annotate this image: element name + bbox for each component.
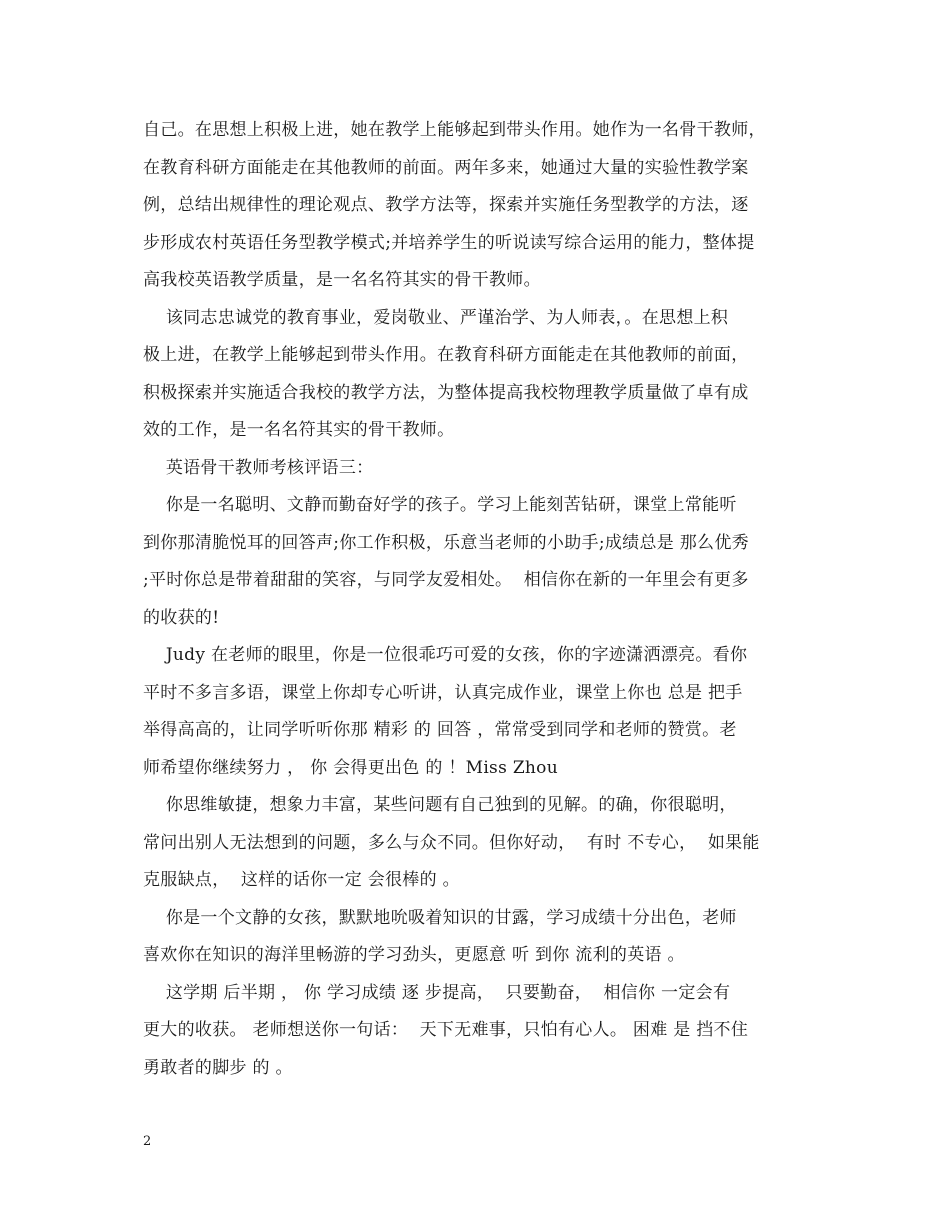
text-line: 该同志忠诚党的教育事业，爱岗敬业、严谨治学、为人师表，。在思想上积: [143, 307, 729, 328]
text-line: 效的工作，是一名名符其实的骨干教师。: [143, 420, 455, 440]
text-line: 的收获的!: [143, 607, 220, 628]
text-line: 喜欢你在知识的海洋里畅游的学习劲头，更愿意 听 到你 流利的英语 。: [143, 945, 685, 965]
text-line: 这学期 后半期 ， 你 学习成绩 逐 步提高， 只要勤奋， 相信你 一定会有: [143, 982, 731, 1003]
text-line: 你是一名聪明、文静而勤奋好学的孩子。学习上能刻苦钻研，课堂上常能听: [143, 495, 737, 515]
text-line: 师希望你继续努力 ， 你 会得更出色 的 ！Miss Zhou: [143, 757, 558, 778]
text-line: 平时不多言多语，课堂上你却专心听讲，认真完成作业，课堂上你也 总是 把手: [143, 682, 743, 703]
text-line: 在教育科研方面能走在其他教师的前面。两年多来，她通过大量的实验性教学案: [143, 157, 749, 178]
text-line: Judy 在老师的眼里，你是一位很乖巧可爱的女孩，你的字迹潇洒漂亮。看你: [143, 645, 748, 665]
text-line: 更大的收获。 老师想送你一句话： 天下无难事，只怕有心人。 困难 是 挡不住: [143, 1020, 749, 1040]
text-line: 举得高高的，让同学听听你那 精彩 的 回答 ，常常受到同学和老师的赞赏。老: [143, 720, 737, 740]
text-line: 步形成农村英语任务型教学模式;并培养学生的听说读写综合运用的能力，整体提: [143, 232, 755, 253]
text-line: 克服缺点， 这样的话你一定 会很棒的 。: [143, 870, 460, 890]
text-line: 自己。在思想上积极上进，她在教学上能够起到带头作用。她作为一名骨干教师，: [143, 120, 766, 140]
text-line: 例，总结出规律性的理论观点、教学方法等，探索并实施任务型教学的方法，逐: [143, 195, 749, 215]
page-number: 2: [143, 1134, 152, 1149]
text-line: 到你那清脆悦耳的回答声;你工作积极，乐意当老师的小助手;成绩总是 那么优秀: [143, 532, 749, 553]
text-line: 你是一个文静的女孩，默默地吮吸着知识的甘露，学习成绩十分出色，老师: [143, 907, 737, 928]
text-line: ;平时你总是带着甜甜的笑容，与同学友爱相处。 相信你在新的一年里会有更多: [143, 570, 749, 590]
text-line: 高我校英语教学质量，是一名名符其实的骨干教师。: [143, 270, 541, 290]
text-line: 极上进，在教学上能够起到带头作用。在教育科研方面能走在其他教师的前面，: [143, 345, 749, 365]
text-line: 积极探索并实施适合我校的教学方法，为整体提高我校物理教学质量做了卓有成: [143, 382, 749, 403]
text-line: 你思维敏捷，想象力丰富，某些问题有自己独到的见解。的确，你很聪明，: [143, 795, 737, 815]
text-line: 勇敢者的脚步 的 。: [143, 1057, 293, 1078]
text-line: 常问出别人无法想到的问题，多么与众不同。但你好动， 有时 不专心， 如果能: [143, 832, 760, 853]
document-body: [143, 112, 813, 1087]
section-heading: 英语骨干教师考核评语三：: [143, 457, 374, 478]
